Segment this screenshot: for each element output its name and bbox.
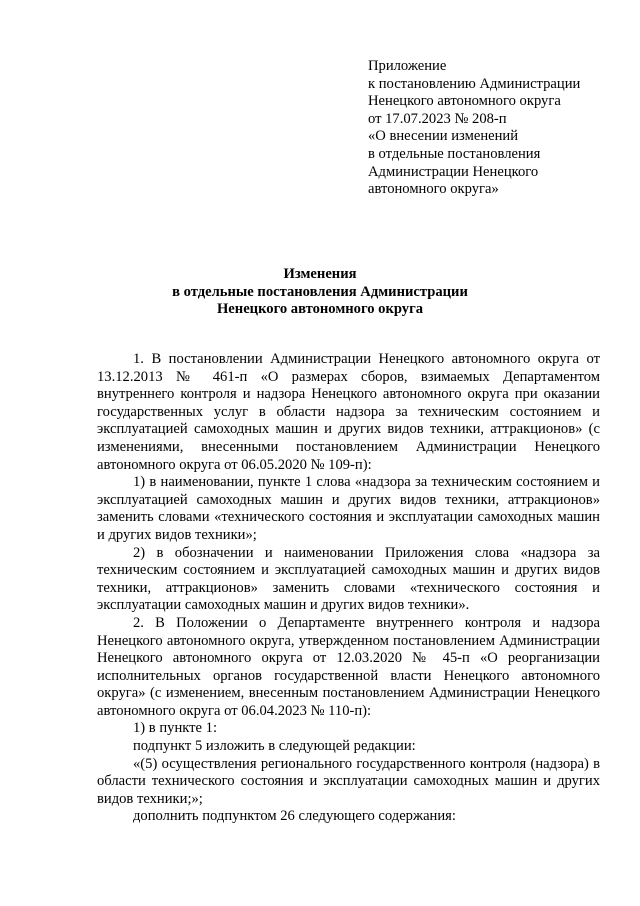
paragraph: 2) в обозначении и наименовании Приложения слова «надзора за техническим состоянием и эксплуатацией самоходных машин и других видов техники, аттракционов» заменить словами «технического состояния и эксплуатации самоходных машин и других видов техники». [97,544,600,614]
title-line: Изменения [283,266,357,282]
appendix-line: Ненецкого автономного округа [368,93,561,110]
appendix-line: автономного округа» [368,181,499,198]
title-line: Ненецкого автономного округа [216,301,424,318]
paragraph: подпункт 5 изложить в следующей редакции: [133,738,416,755]
appendix-line: «О внесении изменений [368,128,519,145]
title-line: в отдельные постановления Администрации [172,283,468,300]
appendix-line: Администрации Ненецкого [368,163,539,180]
appendix-block [368,58,628,199]
paragraph: 1) в пункте 1: [133,720,218,737]
appendix-line: в отдельные постановления [368,145,541,162]
appendix-line: Приложение [368,58,447,74]
appendix-line: от 17.07.2023 № 208-п [368,110,507,127]
paragraph: 2. В Положении о Департаменте внутреннего контроля и надзора Ненецкого автономного округа, утвержденном постановлением Администрации Ненецкого автономного округа от 12.03.2020 № 45-п «О реорганизации исполнительных органов государственной власти Ненецкого автономного округа» (с изменением, внесенным постановлением Администрации Ненецкого автономного округа от 06.04.2023 № 110-п): [97,614,600,719]
paragraph: дополнить подпунктом 26 следующего содержания: [133,808,456,825]
document-body [97,351,600,826]
paragraph: «(5) осуществления регионального государственного контроля (надзора) в области технического состояния и эксплуатации самоходных машин и других видов техники;»; [97,755,600,807]
document-title [0,266,640,319]
paragraph: 1. В постановлении Администрации Ненецкого автономного округа от 13.12.2013 № 461-п «О размерах сборов, взимаемых Департаментом внутреннего контроля и надзора Ненецкого автономного округа при оказании государственных услуг в области надзора за техническим состоянием и эксплуатацией самоходных машин и других видов техники, аттракционов» (с изменениями, внесенными постановлением Администрации Ненецкого автономного округа от 06.05.2020 № 109-п): [97,351,600,473]
paragraph: 1) в наименовании, пункте 1 слова «надзора за техническим состоянием и эксплуатацией самоходных машин и других видов техники, аттракционов» заменить словами «технического состояния и эксплуатации самоходных машин и других видов техники»; [97,474,600,543]
appendix-line: к постановлению Администрации [368,75,581,92]
